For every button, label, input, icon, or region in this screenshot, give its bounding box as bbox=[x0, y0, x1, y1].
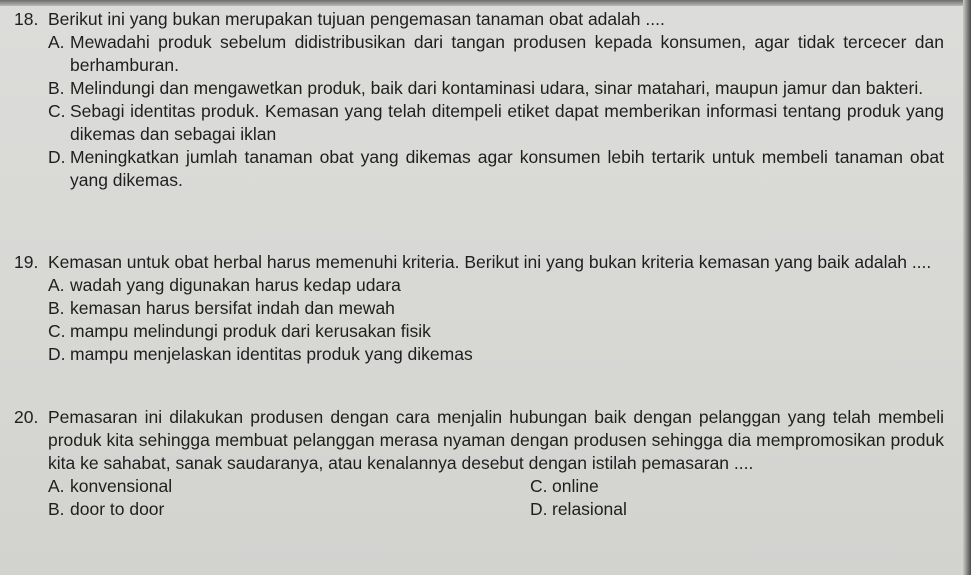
option-text: relasional bbox=[552, 499, 627, 519]
option-list bbox=[48, 274, 944, 366]
option-grid bbox=[48, 475, 944, 521]
question-text: Kemasan untuk obat herbal harus memenuhi kriteria. Berikut ini yang bukan kriteria kemasan yang baik adalah .... bbox=[48, 252, 932, 272]
option-text: online bbox=[552, 476, 599, 496]
option-text: Mewadahi produk sebelum didistribusikan dari tangan produsen kepada konsumen, agar tidak tercecer dan berhamburan. bbox=[70, 32, 944, 75]
question-number: 18. bbox=[14, 9, 39, 29]
option-text: Melindungi dan mengawetkan produk, baik dari kontaminasi udara, sinar matahari, maupun jamur dan bakteri. bbox=[70, 78, 924, 98]
option-a bbox=[48, 274, 944, 297]
option-text: wadah yang digunakan harus kedap udara bbox=[70, 275, 401, 295]
option-text: kemasan harus bersifat indah dan mewah bbox=[70, 298, 395, 318]
option-letter: C. bbox=[530, 476, 548, 496]
option-b bbox=[48, 498, 530, 521]
option-letter: D. bbox=[530, 499, 548, 519]
question-text: Pemasaran ini dilakukan produsen dengan cara menjalin hubungan baik dengan pelanggan yang telah membeli produk kita sehingga membuat pelanggan merasa nyaman dengan produsen sehingga dia mempromosikan produk kita ke sahabat, sanak saudaranya, atau kenalannya desebut dengan istilah pemasaran .... bbox=[48, 407, 944, 473]
option-letter: B. bbox=[48, 78, 65, 98]
option-list bbox=[48, 31, 944, 192]
question-text: Berikut ini yang bukan merupakan tujuan pengemasan tanaman obat adalah .... bbox=[48, 9, 665, 29]
option-letter: C. bbox=[48, 101, 66, 121]
option-letter: D. bbox=[48, 344, 66, 364]
option-text: mampu melindungi produk dari kerusakan fisik bbox=[70, 321, 431, 341]
option-c bbox=[48, 320, 944, 343]
option-d bbox=[48, 343, 944, 366]
option-c bbox=[48, 100, 944, 146]
option-text: Meningkatkan jumlah tanaman obat yang dikemas agar konsumen lebih tertarik untuk membeli tanaman obat yang dikemas. bbox=[70, 147, 944, 190]
option-letter: B. bbox=[48, 499, 65, 519]
option-letter: B. bbox=[48, 298, 65, 318]
page-top-edge bbox=[0, 0, 971, 6]
question-number: 19. bbox=[14, 252, 39, 272]
option-c bbox=[530, 475, 930, 498]
option-text: Sebagi identitas produk. Kemasan yang telah ditempeli etiket dapat memberikan informasi tentang produk yang dikemas dan sebagai iklan bbox=[70, 101, 944, 144]
option-a bbox=[48, 31, 944, 77]
option-letter: A. bbox=[48, 476, 65, 496]
option-letter: D. bbox=[48, 147, 66, 167]
option-text: door to door bbox=[70, 499, 165, 519]
option-letter: A. bbox=[48, 275, 65, 295]
question-18 bbox=[14, 8, 944, 192]
question-20 bbox=[14, 406, 944, 521]
option-b bbox=[48, 77, 944, 100]
option-a bbox=[48, 475, 530, 498]
option-text: mampu menjelaskan identitas produk yang dikemas bbox=[70, 344, 473, 364]
option-b bbox=[48, 297, 944, 320]
option-text: konvensional bbox=[70, 476, 173, 496]
option-letter: C. bbox=[48, 321, 66, 341]
option-d bbox=[48, 146, 944, 192]
question-number: 20. bbox=[14, 407, 39, 427]
question-19 bbox=[14, 251, 944, 366]
option-d bbox=[530, 498, 930, 521]
page-right-edge bbox=[963, 0, 971, 575]
option-letter: A. bbox=[48, 32, 65, 52]
